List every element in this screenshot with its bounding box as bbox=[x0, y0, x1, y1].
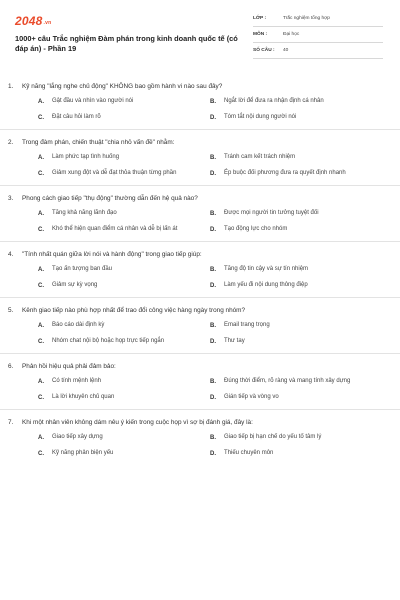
answer-text: Thư tay bbox=[224, 338, 245, 344]
answer-option[interactable] bbox=[38, 393, 210, 402]
answer-row bbox=[38, 97, 383, 113]
answer-text: Tránh cam kết trách nhiệm bbox=[224, 154, 296, 160]
question-item bbox=[0, 354, 400, 410]
question-text bbox=[8, 298, 382, 321]
meta-value: 40 bbox=[283, 48, 289, 53]
answer-text: Có tính mệnh lệnh bbox=[52, 378, 102, 384]
answer-option[interactable] bbox=[210, 377, 382, 386]
answer-text: Giảm xung đột và dễ đạt thỏa thuận từng phần bbox=[52, 170, 177, 176]
answer-option[interactable] bbox=[210, 393, 382, 402]
answer-text: Giảm sự kỳ vọng bbox=[52, 282, 98, 288]
question-number: 2. bbox=[8, 139, 14, 146]
meta-row-subject bbox=[253, 31, 383, 43]
answer-letter: D. bbox=[210, 338, 216, 345]
question-label: Khi một nhân viên không dám nêu ý kiến trong cuộc họp vì sợ bị đánh giá, đây là: bbox=[22, 419, 253, 426]
question-number: 4. bbox=[8, 251, 14, 258]
answer-option[interactable] bbox=[38, 225, 210, 234]
question-label: Phong cách giao tiếp "thụ động" thường dẫn đến hệ quả nào? bbox=[22, 195, 198, 202]
answer-option[interactable] bbox=[38, 169, 210, 178]
answer-text: Là lời khuyên chủ quan bbox=[52, 394, 115, 400]
answer-option[interactable] bbox=[38, 153, 210, 162]
meta-info bbox=[253, 15, 383, 63]
question-text bbox=[8, 410, 382, 433]
answer-text: Nhóm chat nội bộ hoặc họp trực tiếp ngắn bbox=[52, 338, 165, 344]
question-item bbox=[0, 130, 400, 186]
answer-letter: A. bbox=[38, 154, 44, 161]
question-item bbox=[0, 242, 400, 298]
answer-option[interactable] bbox=[210, 321, 382, 330]
answer-option[interactable] bbox=[38, 377, 210, 386]
question-label: Trong đàm phán, chiến thuật "chia nhỏ vấn đề" nhằm: bbox=[22, 139, 175, 146]
answer-option[interactable] bbox=[38, 97, 210, 106]
answer-option[interactable] bbox=[210, 113, 382, 122]
answer-text: Làm yếu đi nội dung thông điệp bbox=[224, 282, 308, 288]
answer-row bbox=[38, 377, 383, 393]
question-text bbox=[8, 186, 382, 209]
answer-letter: C. bbox=[38, 338, 44, 345]
logo-suffix: .vn bbox=[43, 20, 52, 26]
answer-text: Làm phức tạp tình huống bbox=[52, 154, 120, 160]
answer-letter: C. bbox=[38, 282, 44, 289]
site-logo[interactable] bbox=[15, 14, 51, 28]
answer-letter: A. bbox=[38, 378, 44, 385]
question-list bbox=[0, 74, 400, 465]
page-title: 1000+ câu Trắc nghiệm Đàm phán trong kinh doanh quốc tế (có đáp án) - Phần 19 bbox=[15, 34, 238, 53]
answer-letter: D. bbox=[210, 170, 216, 177]
question-label: Phản hồi hiệu quả phải đảm bảo: bbox=[22, 363, 116, 370]
meta-label: LỚP : bbox=[253, 16, 267, 21]
answer-text: Tăng độ tin cậy và sự tín nhiệm bbox=[224, 266, 309, 272]
question-item bbox=[0, 186, 400, 242]
answer-option[interactable] bbox=[38, 321, 210, 330]
answer-option[interactable] bbox=[210, 337, 382, 346]
meta-value[interactable]: Trắc nghiệm tổng hợp bbox=[283, 16, 330, 21]
question-label: Kỹ năng "lắng nghe chủ động" KHÔNG bao gồm hành vi nào sau đây? bbox=[22, 83, 223, 90]
answer-option[interactable] bbox=[38, 449, 210, 458]
answer-option[interactable] bbox=[210, 169, 382, 178]
meta-label: SỐ CÂU : bbox=[253, 48, 275, 53]
answer-option[interactable] bbox=[210, 225, 382, 234]
question-text bbox=[8, 354, 382, 377]
answer-text: Khó thể hiện quan điểm cá nhân và dễ bị lấn át bbox=[52, 226, 178, 232]
question-label: Kênh giao tiếp nào phù hợp nhất để trao đổi công việc hàng ngày trong nhóm? bbox=[22, 307, 246, 314]
answer-letter: D. bbox=[210, 450, 216, 457]
answer-option[interactable] bbox=[210, 97, 382, 106]
answer-letter: C. bbox=[38, 394, 44, 401]
answer-text: Giao tiếp xây dựng bbox=[52, 434, 103, 440]
answer-text: Ngắt lời để đưa ra nhận định cá nhân bbox=[224, 98, 324, 104]
question-text bbox=[8, 74, 382, 97]
answer-row bbox=[38, 433, 383, 449]
answer-row bbox=[38, 209, 383, 225]
answer-option[interactable] bbox=[38, 281, 210, 290]
question-number: 1. bbox=[8, 83, 14, 90]
answer-letter: A. bbox=[38, 434, 44, 441]
answer-text: Gián tiếp và vòng vo bbox=[224, 394, 279, 400]
answer-letter: C. bbox=[38, 170, 44, 177]
answer-row bbox=[38, 113, 383, 129]
answer-option[interactable] bbox=[38, 433, 210, 442]
answer-row bbox=[38, 393, 383, 409]
answer-text: Đặt câu hỏi làm rõ bbox=[52, 114, 101, 120]
answer-text: Báo cáo dài định kỳ bbox=[52, 322, 105, 328]
answer-letter: B. bbox=[210, 210, 216, 217]
answer-letter: C. bbox=[38, 226, 44, 233]
answer-letter: C. bbox=[38, 450, 44, 457]
answer-text: Tóm tắt nội dung người nói bbox=[224, 114, 297, 120]
question-item bbox=[0, 74, 400, 130]
question-text bbox=[8, 242, 382, 265]
page-header bbox=[0, 0, 400, 66]
answer-letter: A. bbox=[38, 322, 44, 329]
answer-letter: D. bbox=[210, 226, 216, 233]
answer-text: Thiếu chuyên môn bbox=[224, 450, 274, 456]
question-item bbox=[0, 298, 400, 354]
answer-letter: C. bbox=[38, 114, 44, 121]
answer-option[interactable] bbox=[210, 433, 382, 442]
question-number: 6. bbox=[8, 363, 14, 370]
answer-text: Email trang trọng bbox=[224, 322, 270, 328]
answer-row bbox=[38, 265, 383, 281]
answer-option[interactable] bbox=[210, 153, 382, 162]
answer-letter: A. bbox=[38, 98, 44, 105]
answer-letter: A. bbox=[38, 266, 44, 273]
question-number: 3. bbox=[8, 195, 14, 202]
answer-option[interactable] bbox=[38, 209, 210, 218]
answer-row bbox=[38, 169, 383, 185]
answer-option[interactable] bbox=[210, 209, 382, 218]
meta-row-count bbox=[253, 47, 383, 59]
answer-text: Kỹ năng phản biện yếu bbox=[52, 450, 114, 456]
answer-text: Giao tiếp bị hạn chế do yếu tố tâm lý bbox=[224, 434, 322, 440]
answer-letter: B. bbox=[210, 154, 216, 161]
answer-text: Tăng khả năng lãnh đạo bbox=[52, 210, 117, 216]
answer-option[interactable] bbox=[210, 281, 382, 290]
question-item bbox=[0, 410, 400, 465]
answer-row bbox=[38, 281, 383, 297]
answer-option[interactable] bbox=[38, 337, 210, 346]
answer-option[interactable] bbox=[210, 265, 382, 274]
answer-letter: D. bbox=[210, 282, 216, 289]
answer-letter: B. bbox=[210, 322, 216, 329]
meta-value[interactable]: Đại học bbox=[283, 32, 300, 37]
answer-row bbox=[38, 225, 383, 241]
answer-option[interactable] bbox=[38, 113, 210, 122]
answer-text: Được mọi người tin tưởng tuyệt đối bbox=[224, 210, 319, 216]
answer-text: Gật đầu và nhìn vào người nói bbox=[52, 98, 134, 104]
answer-letter: D. bbox=[210, 114, 216, 121]
answer-row bbox=[38, 337, 383, 353]
answer-letter: A. bbox=[38, 210, 44, 217]
question-text bbox=[8, 130, 382, 153]
logo-text: 2048 bbox=[15, 14, 43, 28]
answer-letter: B. bbox=[210, 378, 216, 385]
answer-letter: B. bbox=[210, 266, 216, 273]
answer-letter: B. bbox=[210, 434, 216, 441]
answer-letter: B. bbox=[210, 98, 216, 105]
answer-text: Ép buộc đối phương đưa ra quyết định nhanh bbox=[224, 170, 346, 176]
question-number: 5. bbox=[8, 307, 14, 314]
meta-label: MÔN : bbox=[253, 32, 268, 37]
answer-text: Tạo ấn tượng ban đầu bbox=[52, 266, 112, 272]
answer-option[interactable] bbox=[38, 265, 210, 274]
answer-text: Tạo động lực cho nhóm bbox=[224, 226, 288, 232]
question-number: 7. bbox=[8, 419, 14, 426]
answer-row bbox=[38, 153, 383, 169]
answer-row bbox=[38, 321, 383, 337]
meta-row-class bbox=[253, 15, 383, 27]
answer-letter: D. bbox=[210, 394, 216, 401]
answer-option[interactable] bbox=[210, 449, 382, 458]
answer-row bbox=[38, 449, 383, 465]
answer-text: Đúng thời điểm, rõ ràng và mang tính xây dựng bbox=[224, 378, 351, 384]
question-label: "Tính nhất quán giữa lời nói và hành động" trong giao tiếp giúp: bbox=[22, 251, 202, 258]
